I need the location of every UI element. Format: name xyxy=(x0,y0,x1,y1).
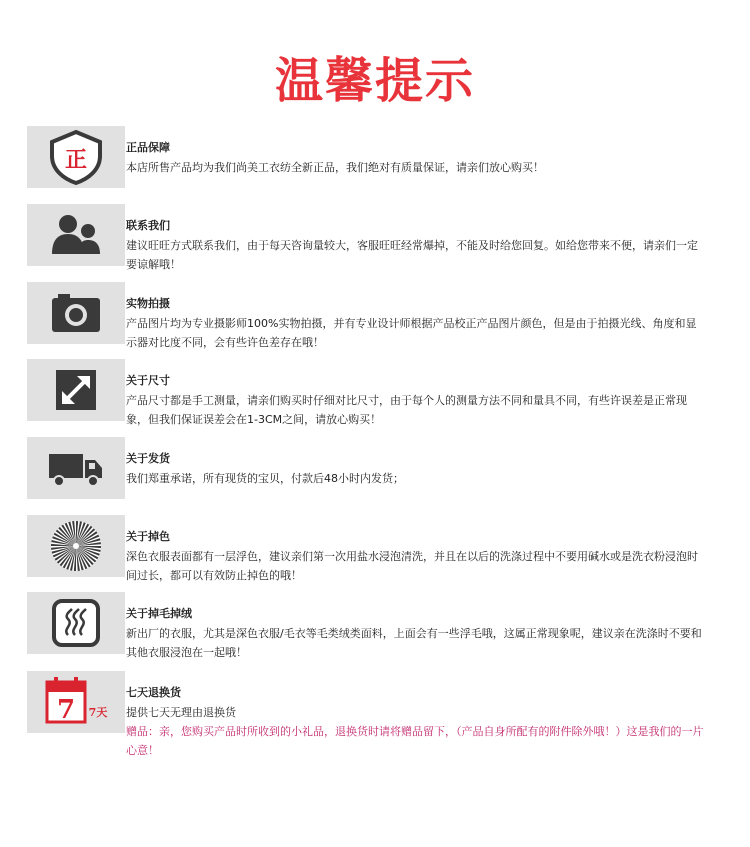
item-heading: 七天退换货 xyxy=(126,686,181,699)
calendar-7-icon xyxy=(27,671,125,733)
item-heading: 关于掉色 xyxy=(126,530,170,543)
item-heading: 关于掉毛掉绒 xyxy=(126,607,192,620)
item-heading: 实物拍摄 xyxy=(126,297,170,310)
item-heading: 联系我们 xyxy=(126,219,170,232)
resize-arrow-icon xyxy=(27,359,125,421)
page-title: 温馨提示 xyxy=(274,53,475,109)
item-body: 新出厂的衣服，尤其是深色衣服/毛衣等毛类绒类面料，上面会有一些浮毛哦，这属正常现象呢，建议亲在洗涤时不要和其他衣服浸泡在一起哦！ xyxy=(126,627,702,659)
calendar-small-label: 7天 xyxy=(88,706,108,719)
fluff-icon xyxy=(27,592,125,654)
item-heading: 关于发货 xyxy=(126,452,170,465)
item-body: 我们郑重承诺，所有现货的宝贝，付款后48小时内发货； xyxy=(126,472,404,485)
calendar-big-number: 7 xyxy=(56,695,76,725)
genuine-shield-icon xyxy=(27,126,125,188)
item-body: 产品图片均为专业摄影师100%实物拍摄，并有专业设计师根据产品校正产品图片颜色，但是由于拍摄光线、角度和显示器对比度不同，会有些许色差存在哦！ xyxy=(126,317,697,349)
item-heading: 正品保障 xyxy=(126,141,170,154)
camera-icon xyxy=(27,282,125,344)
item-body: 提供七天无理由退换货 xyxy=(126,706,236,719)
gift-note: 赠品：亲，您购买产品时所收到的小礼品，退换货时请将赠品留下，（产品自身所配有的附件除外哦！）这是我们的一片心意！ xyxy=(126,725,704,757)
people-icon xyxy=(27,204,125,266)
color-wheel-icon xyxy=(27,515,125,577)
svg-text:正: 正 xyxy=(64,148,88,173)
wheel-center xyxy=(73,543,79,549)
item-body: 深色衣服表面都有一层浮色，建议亲们第一次用盐水浸泡清洗，并且在以后的洗涤过程中不要用碱水或是洗衣粉浸泡时间过长，都可以有效防止掉色的哦！ xyxy=(126,550,698,582)
item-body: 产品尺寸都是手工测量，请亲们购买时仔细对比尺寸，由于每个人的测量方法不同和量具不同，有些许误差是正常现象，但我们保证误差会在1-3CM之间，请放心购买！ xyxy=(126,394,687,426)
item-body: 建议旺旺方式联系我们，由于每天咨询量较大，客服旺旺经常爆掉，不能及时给您回复。如给您带来不便，请亲们一定要谅解哦！ xyxy=(126,239,698,271)
truck-icon xyxy=(27,437,125,499)
item-heading: 关于尺寸 xyxy=(126,374,170,387)
item-body: 本店所售产品均为我们尚美工衣纺全新正品，我们绝对有质量保证，请亲们放心购买！ xyxy=(126,161,544,174)
